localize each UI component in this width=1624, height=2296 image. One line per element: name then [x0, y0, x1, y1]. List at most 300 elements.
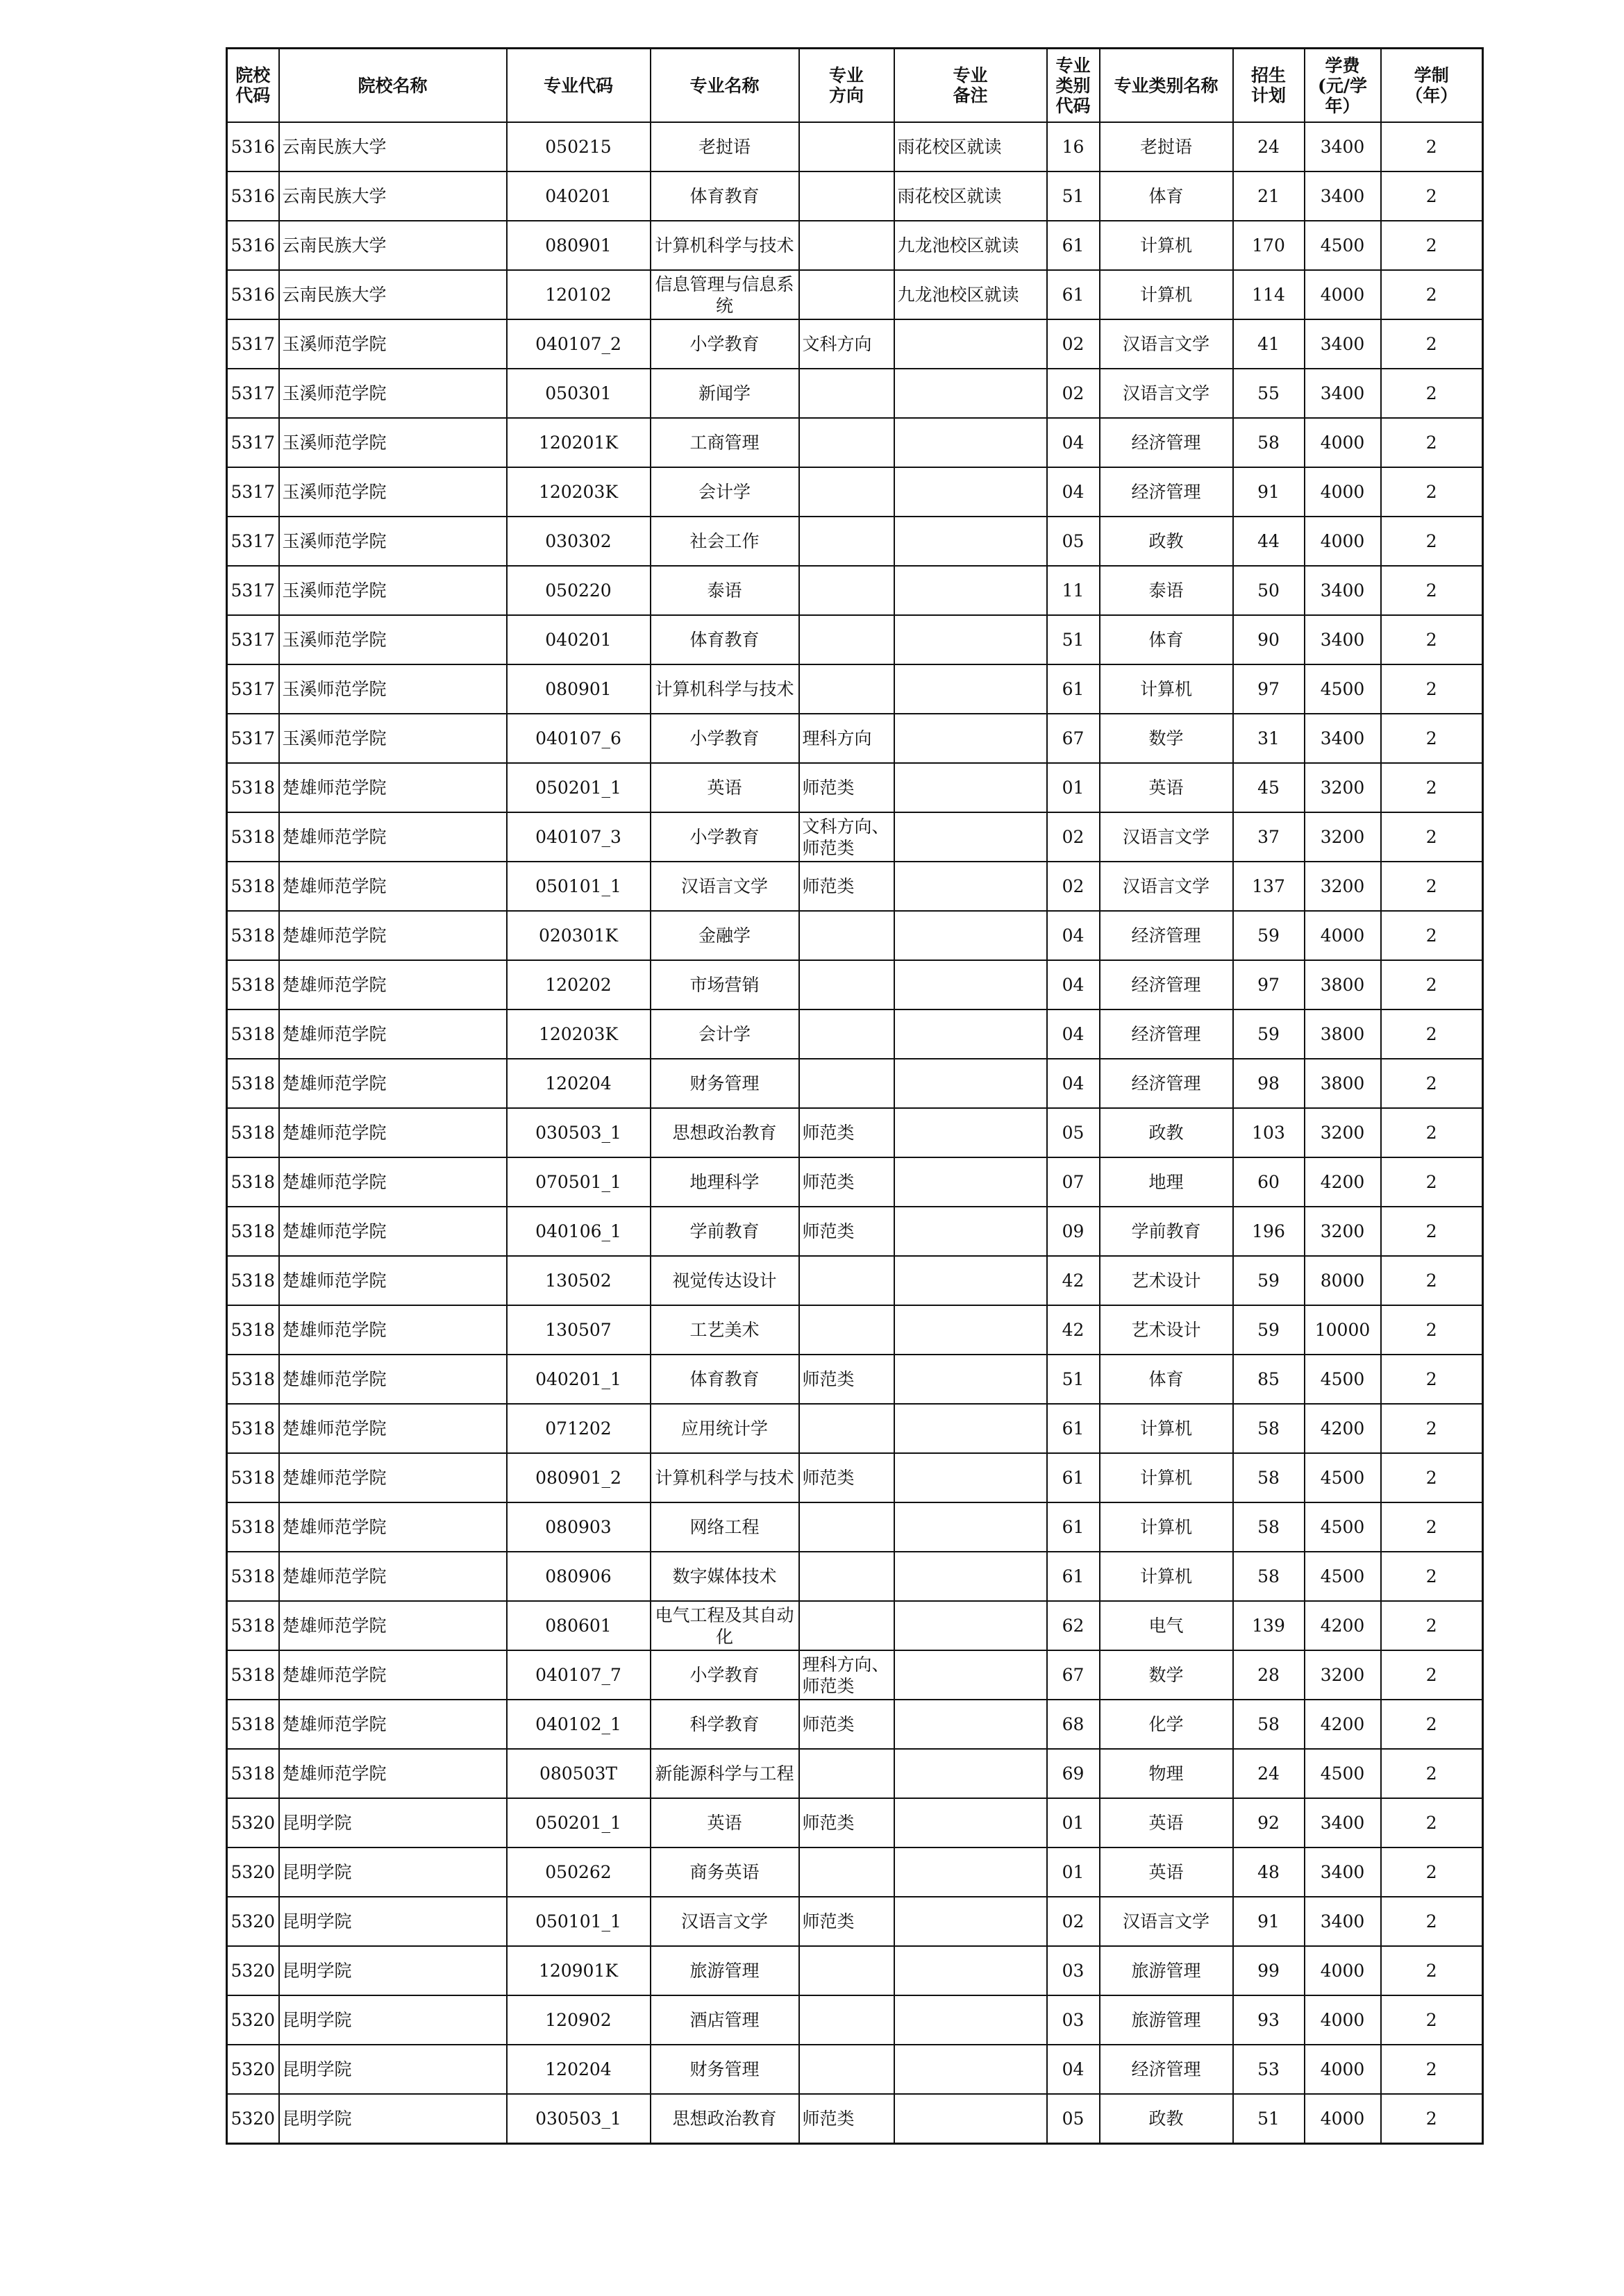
category-code-cell: 01 — [1047, 1798, 1100, 1847]
major-code-cell: 120202 — [507, 960, 651, 1009]
category-name-cell: 艺术设计 — [1100, 1256, 1233, 1305]
enrollment-plan-cell: 48 — [1233, 1847, 1305, 1897]
category-name-cell: 计算机 — [1100, 664, 1233, 714]
enrollment-plan-cell: 97 — [1233, 960, 1305, 1009]
category-name-cell: 英语 — [1100, 1798, 1233, 1847]
major-note-cell — [894, 615, 1047, 664]
major-name-cell: 英语 — [651, 1798, 799, 1847]
tuition-cell: 8000 — [1305, 1256, 1381, 1305]
major-name-cell: 地理科学 — [651, 1157, 799, 1207]
school-code-cell: 5318 — [227, 862, 279, 911]
major-code-cell: 130507 — [507, 1305, 651, 1355]
category-code-cell: 61 — [1047, 270, 1100, 319]
major-direction-cell — [799, 1305, 894, 1355]
tuition-cell: 4000 — [1305, 2094, 1381, 2144]
category-code-cell: 61 — [1047, 1404, 1100, 1453]
major-code-cell: 050101_1 — [507, 862, 651, 911]
school-name-cell: 楚雄师范学院 — [279, 1601, 507, 1650]
category-name-cell: 泰语 — [1100, 566, 1233, 615]
table-row — [227, 1650, 1483, 1700]
major-name-cell: 学前教育 — [651, 1207, 799, 1256]
major-name-cell: 计算机科学与技术 — [651, 1453, 799, 1502]
tuition-cell: 3400 — [1305, 714, 1381, 763]
school-name-cell: 楚雄师范学院 — [279, 1157, 507, 1207]
category-code-cell: 61 — [1047, 664, 1100, 714]
enrollment-plan-cell: 139 — [1233, 1601, 1305, 1650]
category-code-cell: 42 — [1047, 1256, 1100, 1305]
major-name-cell: 体育教育 — [651, 1355, 799, 1404]
tuition-cell: 4200 — [1305, 1700, 1381, 1749]
major-name-cell: 思想政治教育 — [651, 1108, 799, 1157]
category-code-cell: 04 — [1047, 467, 1100, 517]
tuition-cell: 3200 — [1305, 763, 1381, 812]
major-code-cell: 040107_2 — [507, 319, 651, 369]
category-code-cell: 16 — [1047, 122, 1100, 171]
header-major-note: 专业 备注 — [894, 49, 1047, 123]
category-name-cell: 旅游管理 — [1100, 1995, 1233, 2045]
category-name-cell: 经济管理 — [1100, 418, 1233, 467]
major-note-cell — [894, 1157, 1047, 1207]
table-row — [227, 1552, 1483, 1601]
enrollment-plan-cell: 58 — [1233, 1453, 1305, 1502]
category-name-cell: 政教 — [1100, 1108, 1233, 1157]
school-code-cell: 5317 — [227, 369, 279, 418]
enrollment-plan-cell: 58 — [1233, 1502, 1305, 1552]
tuition-cell: 3200 — [1305, 1108, 1381, 1157]
major-direction-cell — [799, 1256, 894, 1305]
tuition-cell: 4000 — [1305, 1946, 1381, 1995]
school-name-cell: 云南民族大学 — [279, 122, 507, 171]
school-name-cell: 玉溪师范学院 — [279, 369, 507, 418]
major-name-cell: 英语 — [651, 763, 799, 812]
category-code-cell: 04 — [1047, 418, 1100, 467]
category-code-cell: 01 — [1047, 763, 1100, 812]
major-direction-cell: 师范类 — [799, 1700, 894, 1749]
school-code-cell: 5320 — [227, 1946, 279, 1995]
enrollment-plan-cell: 85 — [1233, 1355, 1305, 1404]
enrollment-plan-cell: 59 — [1233, 1305, 1305, 1355]
school-name-cell: 楚雄师范学院 — [279, 911, 507, 960]
duration-cell: 2 — [1381, 319, 1483, 369]
school-code-cell: 5316 — [227, 270, 279, 319]
tuition-cell: 4200 — [1305, 1404, 1381, 1453]
school-name-cell: 楚雄师范学院 — [279, 1108, 507, 1157]
major-note-cell — [894, 1847, 1047, 1897]
major-name-cell: 小学教育 — [651, 1650, 799, 1700]
school-name-cell: 昆明学院 — [279, 1995, 507, 2045]
table-row — [227, 1355, 1483, 1404]
major-direction-cell: 师范类 — [799, 1157, 894, 1207]
school-code-cell: 5320 — [227, 1897, 279, 1946]
major-name-cell: 会计学 — [651, 467, 799, 517]
category-code-cell: 68 — [1047, 1700, 1100, 1749]
category-name-cell: 汉语言文学 — [1100, 369, 1233, 418]
school-code-cell: 5318 — [227, 1157, 279, 1207]
enrollment-plan-cell: 60 — [1233, 1157, 1305, 1207]
tuition-cell: 4500 — [1305, 1502, 1381, 1552]
major-direction-cell — [799, 1502, 894, 1552]
major-name-cell: 泰语 — [651, 566, 799, 615]
major-direction-cell — [799, 1552, 894, 1601]
duration-cell: 2 — [1381, 1453, 1483, 1502]
major-name-cell: 电气工程及其自动化 — [651, 1601, 799, 1650]
table-row — [227, 1305, 1483, 1355]
enrollment-plan-cell: 41 — [1233, 319, 1305, 369]
school-name-cell: 玉溪师范学院 — [279, 418, 507, 467]
table-row — [227, 911, 1483, 960]
duration-cell: 2 — [1381, 171, 1483, 221]
major-direction-cell — [799, 1749, 894, 1798]
tuition-cell: 4500 — [1305, 664, 1381, 714]
category-name-cell: 物理 — [1100, 1749, 1233, 1798]
major-direction-cell — [799, 2045, 894, 2094]
major-name-cell: 科学教育 — [651, 1700, 799, 1749]
duration-cell: 2 — [1381, 270, 1483, 319]
enrollment-plan-cell: 99 — [1233, 1946, 1305, 1995]
school-name-cell: 昆明学院 — [279, 1847, 507, 1897]
major-direction-cell — [799, 1059, 894, 1108]
category-name-cell: 经济管理 — [1100, 2045, 1233, 2094]
major-note-cell — [894, 1108, 1047, 1157]
table-row — [227, 467, 1483, 517]
tuition-cell: 4200 — [1305, 1601, 1381, 1650]
category-code-cell: 61 — [1047, 221, 1100, 270]
school-name-cell: 楚雄师范学院 — [279, 1256, 507, 1305]
major-note-cell: 雨花校区就读 — [894, 122, 1047, 171]
school-name-cell: 楚雄师范学院 — [279, 960, 507, 1009]
table-row — [227, 1009, 1483, 1059]
school-name-cell: 玉溪师范学院 — [279, 566, 507, 615]
major-note-cell — [894, 960, 1047, 1009]
duration-cell: 2 — [1381, 566, 1483, 615]
header-major-name: 专业名称 — [651, 49, 799, 123]
school-name-cell: 云南民族大学 — [279, 270, 507, 319]
major-note-cell — [894, 1897, 1047, 1946]
major-direction-cell — [799, 911, 894, 960]
major-direction-cell: 师范类 — [799, 1453, 894, 1502]
tuition-cell: 4000 — [1305, 517, 1381, 566]
category-code-cell: 04 — [1047, 1009, 1100, 1059]
major-direction-cell: 理科方向 — [799, 714, 894, 763]
school-name-cell: 楚雄师范学院 — [279, 1305, 507, 1355]
duration-cell: 2 — [1381, 1946, 1483, 1995]
category-code-cell: 01 — [1047, 1847, 1100, 1897]
category-code-cell: 02 — [1047, 319, 1100, 369]
major-code-cell: 020301K — [507, 911, 651, 960]
tuition-cell: 3800 — [1305, 1059, 1381, 1108]
major-code-cell: 080901 — [507, 664, 651, 714]
school-name-cell: 楚雄师范学院 — [279, 1059, 507, 1108]
category-name-cell: 计算机 — [1100, 1453, 1233, 1502]
major-name-cell: 计算机科学与技术 — [651, 221, 799, 270]
enrollment-plan-cell: 24 — [1233, 1749, 1305, 1798]
duration-cell: 2 — [1381, 1009, 1483, 1059]
school-code-cell: 5320 — [227, 2045, 279, 2094]
duration-cell: 2 — [1381, 1404, 1483, 1453]
duration-cell: 2 — [1381, 1502, 1483, 1552]
school-code-cell: 5316 — [227, 221, 279, 270]
duration-cell: 2 — [1381, 2094, 1483, 2144]
table-row — [227, 1847, 1483, 1897]
duration-cell: 2 — [1381, 1157, 1483, 1207]
major-note-cell — [894, 1256, 1047, 1305]
enrollment-plan-cell: 90 — [1233, 615, 1305, 664]
major-direction-cell — [799, 1946, 894, 1995]
category-name-cell: 计算机 — [1100, 270, 1233, 319]
enrollment-plan-cell: 37 — [1233, 812, 1305, 862]
category-name-cell: 体育 — [1100, 1355, 1233, 1404]
table-row — [227, 270, 1483, 319]
school-name-cell: 昆明学院 — [279, 1798, 507, 1847]
school-code-cell: 5318 — [227, 911, 279, 960]
table-row — [227, 1798, 1483, 1847]
category-code-cell: 61 — [1047, 1453, 1100, 1502]
major-direction-cell: 师范类 — [799, 2094, 894, 2144]
category-code-cell: 67 — [1047, 1650, 1100, 1700]
tuition-cell: 4500 — [1305, 1552, 1381, 1601]
category-code-cell: 02 — [1047, 812, 1100, 862]
tuition-cell: 3400 — [1305, 122, 1381, 171]
table-row — [227, 1897, 1483, 1946]
major-name-cell: 小学教育 — [651, 714, 799, 763]
major-direction-cell — [799, 369, 894, 418]
major-direction-cell — [799, 664, 894, 714]
major-note-cell — [894, 1749, 1047, 1798]
table-row — [227, 812, 1483, 862]
tuition-cell: 4200 — [1305, 1157, 1381, 1207]
major-name-cell: 新能源科学与工程 — [651, 1749, 799, 1798]
table-row — [227, 566, 1483, 615]
major-note-cell — [894, 862, 1047, 911]
tuition-cell: 4500 — [1305, 1453, 1381, 1502]
major-code-cell: 040107_7 — [507, 1650, 651, 1700]
major-code-cell: 120901K — [507, 1946, 651, 1995]
enrollment-plan-cell: 58 — [1233, 1552, 1305, 1601]
major-name-cell: 财务管理 — [651, 1059, 799, 1108]
duration-cell: 2 — [1381, 1059, 1483, 1108]
category-name-cell: 政教 — [1100, 2094, 1233, 2144]
table-row — [227, 1207, 1483, 1256]
category-code-cell: 02 — [1047, 369, 1100, 418]
category-code-cell: 05 — [1047, 1108, 1100, 1157]
major-note-cell — [894, 812, 1047, 862]
duration-cell: 2 — [1381, 911, 1483, 960]
duration-cell: 2 — [1381, 862, 1483, 911]
table-row — [227, 1108, 1483, 1157]
major-name-cell: 小学教育 — [651, 812, 799, 862]
school-code-cell: 5320 — [227, 2094, 279, 2144]
tuition-cell: 3400 — [1305, 566, 1381, 615]
major-direction-cell — [799, 171, 894, 221]
category-code-cell: 07 — [1047, 1157, 1100, 1207]
table-row — [227, 1502, 1483, 1552]
category-code-cell: 04 — [1047, 1059, 1100, 1108]
school-code-cell: 5318 — [227, 1404, 279, 1453]
major-direction-cell: 师范类 — [799, 1798, 894, 1847]
table-row — [227, 171, 1483, 221]
enrollment-table — [226, 47, 1484, 2145]
major-code-cell: 030302 — [507, 517, 651, 566]
major-direction-cell — [799, 1404, 894, 1453]
major-name-cell: 商务英语 — [651, 1847, 799, 1897]
major-note-cell — [894, 1404, 1047, 1453]
category-name-cell: 数学 — [1100, 1650, 1233, 1700]
school-name-cell: 玉溪师范学院 — [279, 664, 507, 714]
major-direction-cell: 师范类 — [799, 1108, 894, 1157]
tuition-cell: 3200 — [1305, 1650, 1381, 1700]
tuition-cell: 3400 — [1305, 319, 1381, 369]
major-note-cell — [894, 763, 1047, 812]
school-name-cell: 楚雄师范学院 — [279, 1700, 507, 1749]
enrollment-plan-cell: 50 — [1233, 566, 1305, 615]
duration-cell: 2 — [1381, 1256, 1483, 1305]
category-name-cell: 数学 — [1100, 714, 1233, 763]
duration-cell: 2 — [1381, 1798, 1483, 1847]
major-name-cell: 小学教育 — [651, 319, 799, 369]
school-name-cell: 楚雄师范学院 — [279, 1009, 507, 1059]
major-direction-cell: 师范类 — [799, 1207, 894, 1256]
enrollment-plan-cell: 21 — [1233, 171, 1305, 221]
school-code-cell: 5318 — [227, 1749, 279, 1798]
major-name-cell: 旅游管理 — [651, 1946, 799, 1995]
major-code-cell: 030503_1 — [507, 1108, 651, 1157]
category-name-cell: 经济管理 — [1100, 467, 1233, 517]
table-row — [227, 2045, 1483, 2094]
major-code-cell: 080601 — [507, 1601, 651, 1650]
tuition-cell: 4000 — [1305, 270, 1381, 319]
category-name-cell: 汉语言文学 — [1100, 1897, 1233, 1946]
major-direction-cell: 师范类 — [799, 1897, 894, 1946]
school-code-cell: 5317 — [227, 664, 279, 714]
duration-cell: 2 — [1381, 1700, 1483, 1749]
major-code-cell: 120201K — [507, 418, 651, 467]
table-row — [227, 615, 1483, 664]
duration-cell: 2 — [1381, 369, 1483, 418]
school-name-cell: 昆明学院 — [279, 2094, 507, 2144]
major-direction-cell — [799, 1009, 894, 1059]
category-code-cell: 42 — [1047, 1305, 1100, 1355]
duration-cell: 2 — [1381, 1897, 1483, 1946]
category-name-cell: 经济管理 — [1100, 960, 1233, 1009]
header-duration: 学制 （年） — [1381, 49, 1483, 123]
table-row — [227, 418, 1483, 467]
category-name-cell: 体育 — [1100, 615, 1233, 664]
school-code-cell: 5318 — [227, 1453, 279, 1502]
major-note-cell — [894, 2094, 1047, 2144]
school-code-cell: 5320 — [227, 1847, 279, 1897]
duration-cell: 2 — [1381, 1650, 1483, 1700]
table-row — [227, 862, 1483, 911]
category-name-cell: 计算机 — [1100, 1552, 1233, 1601]
duration-cell: 2 — [1381, 221, 1483, 270]
major-note-cell: 九龙池校区就读 — [894, 270, 1047, 319]
enrollment-plan-cell: 24 — [1233, 122, 1305, 171]
school-code-cell: 5318 — [227, 1650, 279, 1700]
enrollment-plan-cell: 53 — [1233, 2045, 1305, 2094]
major-note-cell — [894, 1009, 1047, 1059]
major-note-cell — [894, 1650, 1047, 1700]
tuition-cell: 3200 — [1305, 1207, 1381, 1256]
category-name-cell: 旅游管理 — [1100, 1946, 1233, 1995]
school-code-cell: 5318 — [227, 1601, 279, 1650]
school-name-cell: 昆明学院 — [279, 1946, 507, 1995]
major-name-cell: 财务管理 — [651, 2045, 799, 2094]
table-row — [227, 1404, 1483, 1453]
major-note-cell — [894, 1601, 1047, 1650]
school-code-cell: 5316 — [227, 122, 279, 171]
school-code-cell: 5318 — [227, 812, 279, 862]
tuition-cell: 4000 — [1305, 911, 1381, 960]
category-code-cell: 61 — [1047, 1502, 1100, 1552]
major-code-cell: 070501_1 — [507, 1157, 651, 1207]
enrollment-plan-cell: 28 — [1233, 1650, 1305, 1700]
school-code-cell: 5318 — [227, 1009, 279, 1059]
duration-cell: 2 — [1381, 1847, 1483, 1897]
major-note-cell — [894, 1798, 1047, 1847]
tuition-cell: 4500 — [1305, 1749, 1381, 1798]
major-note-cell — [894, 418, 1047, 467]
table-row — [227, 369, 1483, 418]
major-note-cell — [894, 664, 1047, 714]
major-code-cell: 050101_1 — [507, 1897, 651, 1946]
category-code-cell: 03 — [1047, 1995, 1100, 2045]
major-direction-cell: 文科方向、师范类 — [799, 812, 894, 862]
major-code-cell: 120204 — [507, 1059, 651, 1108]
enrollment-plan-cell: 170 — [1233, 221, 1305, 270]
major-code-cell: 040201 — [507, 615, 651, 664]
duration-cell: 2 — [1381, 1601, 1483, 1650]
major-note-cell — [894, 369, 1047, 418]
school-code-cell: 5317 — [227, 714, 279, 763]
tuition-cell: 3400 — [1305, 369, 1381, 418]
table-row — [227, 664, 1483, 714]
school-code-cell: 5316 — [227, 171, 279, 221]
major-code-cell: 050201_1 — [507, 763, 651, 812]
table-row — [227, 1256, 1483, 1305]
header-school-code: 院校 代码 — [227, 49, 279, 123]
header-major-direction: 专业 方向 — [799, 49, 894, 123]
enrollment-plan-cell: 58 — [1233, 418, 1305, 467]
enrollment-plan-cell: 51 — [1233, 2094, 1305, 2144]
major-note-cell — [894, 1453, 1047, 1502]
school-code-cell: 5318 — [227, 1305, 279, 1355]
header-category-code: 专业 类别 代码 — [1047, 49, 1100, 123]
school-code-cell: 5318 — [227, 1256, 279, 1305]
school-code-cell: 5317 — [227, 319, 279, 369]
duration-cell: 2 — [1381, 418, 1483, 467]
major-note-cell — [894, 1502, 1047, 1552]
major-name-cell: 网络工程 — [651, 1502, 799, 1552]
major-code-cell: 040106_1 — [507, 1207, 651, 1256]
category-name-cell: 英语 — [1100, 763, 1233, 812]
header-school-name: 院校名称 — [279, 49, 507, 123]
category-code-cell: 11 — [1047, 566, 1100, 615]
category-name-cell: 化学 — [1100, 1700, 1233, 1749]
category-code-cell: 09 — [1047, 1207, 1100, 1256]
table-row — [227, 714, 1483, 763]
major-name-cell: 信息管理与信息系统 — [651, 270, 799, 319]
major-name-cell: 视觉传达设计 — [651, 1256, 799, 1305]
school-code-cell: 5317 — [227, 517, 279, 566]
enrollment-plan-cell: 137 — [1233, 862, 1305, 911]
major-name-cell: 金融学 — [651, 911, 799, 960]
school-name-cell: 楚雄师范学院 — [279, 1355, 507, 1404]
major-note-cell — [894, 1552, 1047, 1601]
major-code-cell: 120203K — [507, 1009, 651, 1059]
major-name-cell: 汉语言文学 — [651, 1897, 799, 1946]
duration-cell: 2 — [1381, 714, 1483, 763]
enrollment-plan-cell: 45 — [1233, 763, 1305, 812]
